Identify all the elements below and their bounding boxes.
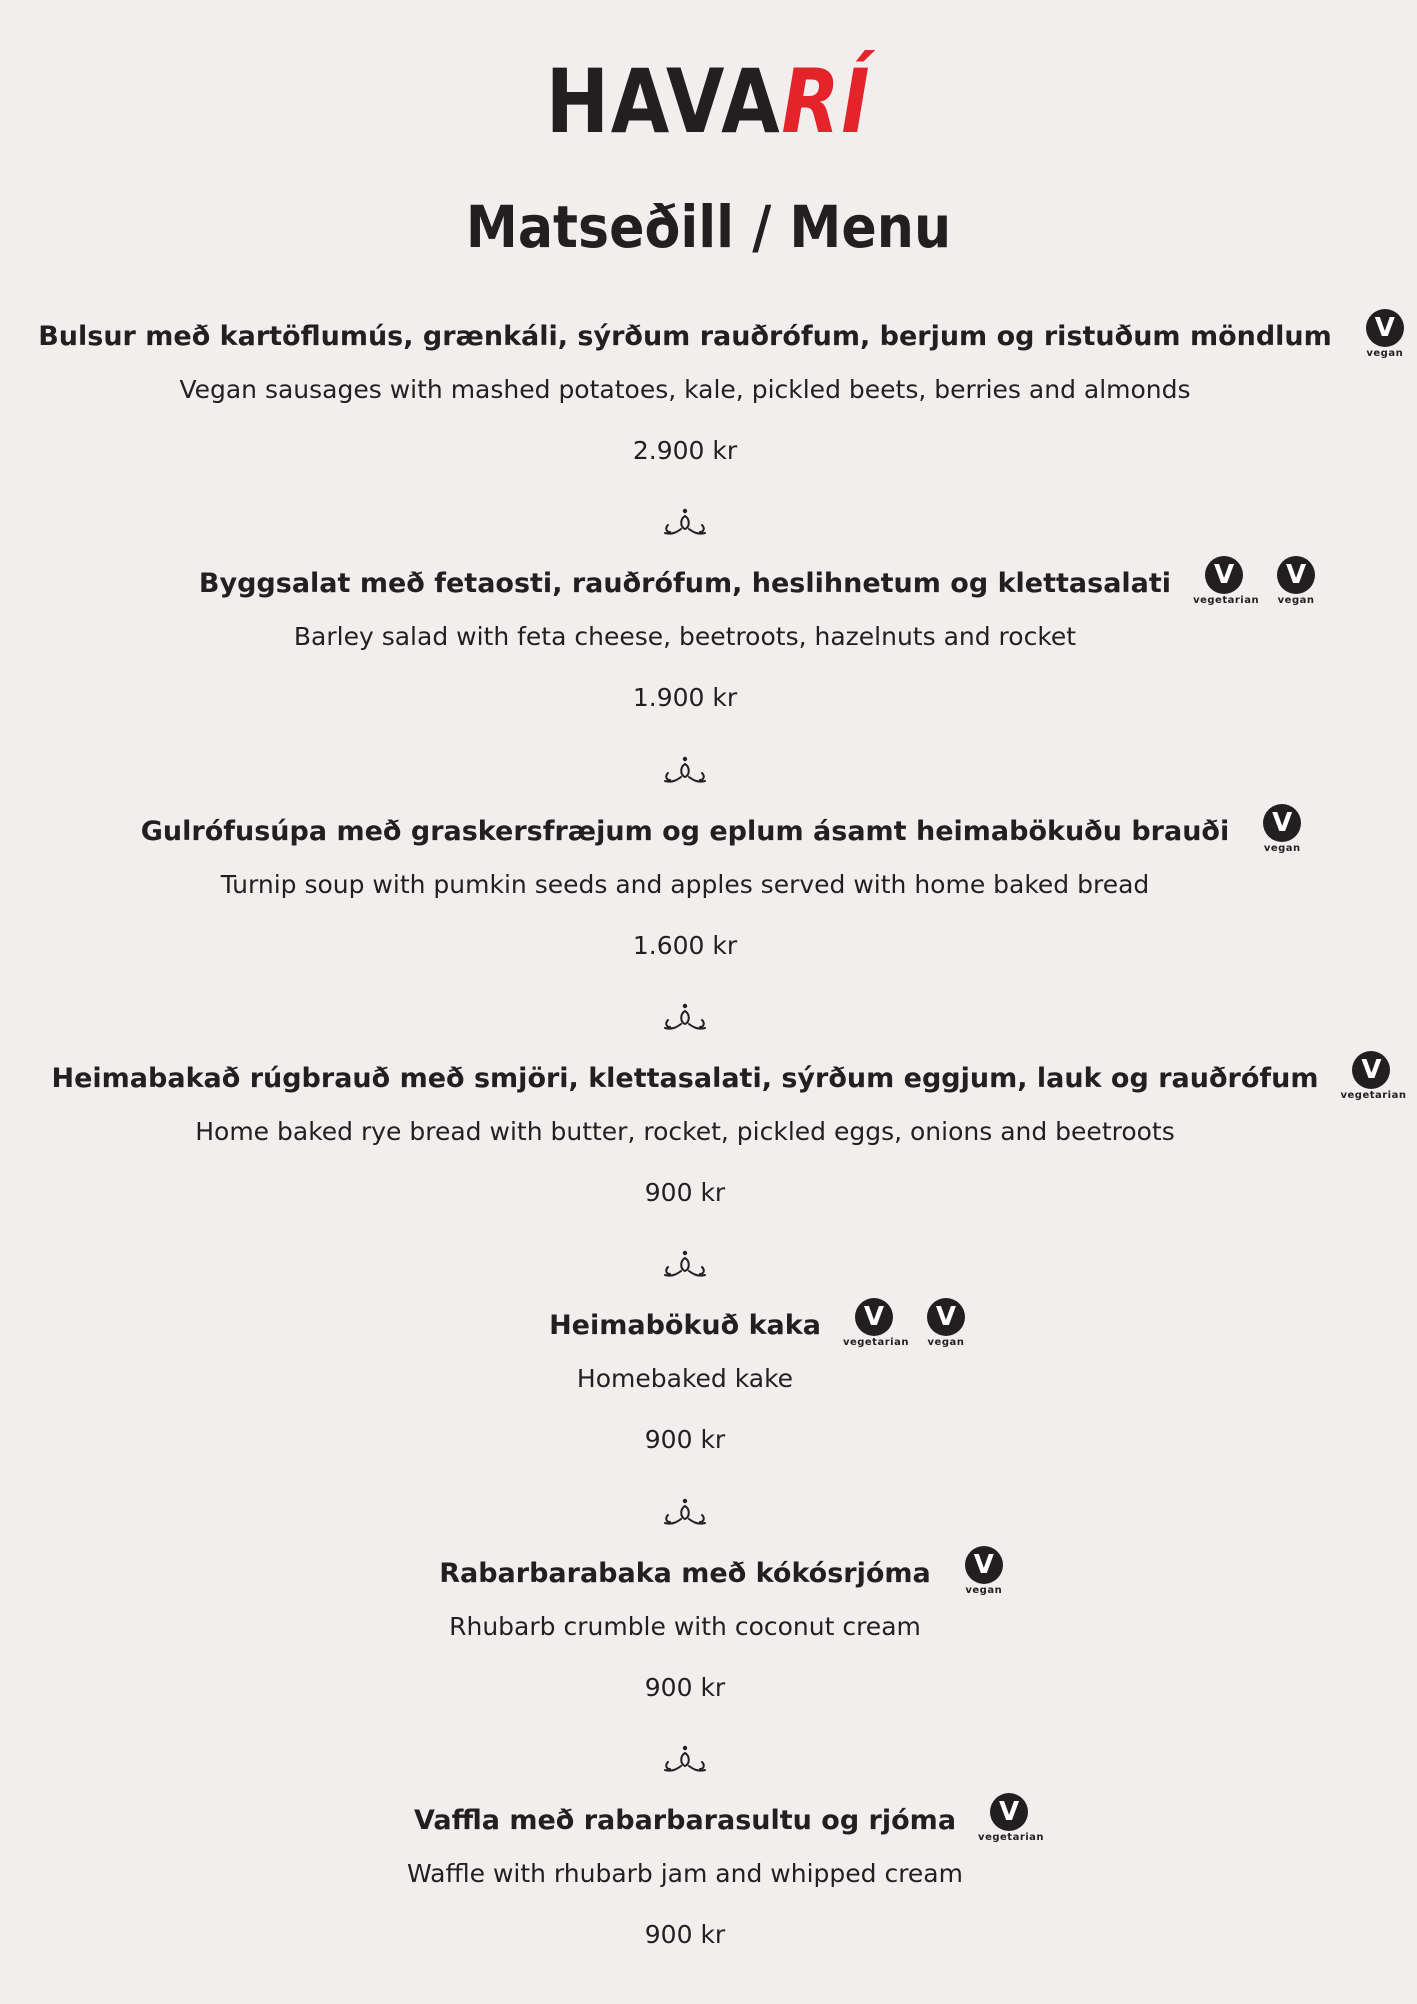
- ornament-divider-icon: [663, 508, 707, 538]
- item-description-en: Home baked rye bread with butter, rocket, pickled eggs, onions and beetroots: [195, 1117, 1175, 1146]
- badge-caption: vegan: [927, 1337, 965, 1348]
- menu-item: [0, 1304, 1370, 1455]
- v-icon: V: [1352, 1051, 1390, 1089]
- v-icon: V: [990, 1793, 1028, 1831]
- menu-heading: Matseðill / Menu: [465, 193, 952, 261]
- badge-caption: vegan: [1366, 348, 1404, 359]
- item-description-en: Barley salad with feta cheese, beetroots, hazelnuts and rocket: [293, 622, 1077, 651]
- v-icon: V: [855, 1298, 893, 1336]
- item-price: 1.600 kr: [632, 931, 738, 960]
- ornament-divider-icon: [663, 1003, 707, 1033]
- menu-item: [0, 313, 1404, 466]
- vegan-badge: [953, 1546, 1015, 1598]
- item-title-is: Byggsalat með fetaosti, rauðrófum, heslihnetum og klettasalati: [198, 568, 1172, 599]
- badge-caption: vegan: [1263, 843, 1301, 854]
- item-title-is: Heimabökuð kaka: [549, 1310, 821, 1341]
- item-description-en: Waffle with rhubarb jam and whipped cream: [407, 1859, 963, 1888]
- vegetarian-badge: [1340, 1051, 1407, 1103]
- ornament-divider-icon: [663, 1498, 707, 1528]
- vegan-badge: [1354, 309, 1416, 361]
- menu-item: [0, 1055, 1407, 1208]
- vegetarian-badge: [842, 1298, 909, 1350]
- item-title-is: Gulrófusúpa með graskersfræjum og eplum ásamt heimabökuðu brauði: [140, 816, 1230, 847]
- havari-logo: [99, 50, 1318, 153]
- ornament-divider-icon: [663, 1745, 707, 1775]
- badge-caption: vegetarian: [842, 1337, 909, 1348]
- item-description-en: Homebaked kake: [576, 1364, 794, 1393]
- badge-caption: vegetarian: [978, 1832, 1045, 1843]
- item-price: 1.900 kr: [632, 683, 738, 712]
- v-icon: V: [1205, 556, 1243, 594]
- v-icon: V: [927, 1298, 965, 1336]
- badge-caption: vegetarian: [1193, 595, 1260, 606]
- v-icon: V: [1366, 309, 1404, 347]
- item-price: 2.900 kr: [632, 436, 738, 465]
- vegan-badge: [915, 1298, 977, 1350]
- badge-caption: vegetarian: [1340, 1090, 1407, 1101]
- item-title-is: Heimabakað rúgbrauð með smjöri, klettasalati, sýrðum eggjum, lauk og rauðrófum: [51, 1063, 1319, 1094]
- v-icon: V: [1277, 556, 1315, 594]
- menu-item: [0, 1552, 1370, 1703]
- item-price: 900 kr: [644, 1178, 726, 1207]
- v-icon: V: [965, 1546, 1003, 1584]
- item-price: 900 kr: [644, 1425, 726, 1454]
- vegetarian-badge: [978, 1793, 1045, 1845]
- vegan-badge: [1265, 556, 1327, 608]
- menu-item: [0, 1799, 1370, 1950]
- menu-item: [0, 562, 1370, 713]
- vegetarian-badge: [1193, 556, 1260, 608]
- badge-caption: vegan: [965, 1585, 1003, 1596]
- item-title-is: Vaffla með rabarbarasultu og rjóma: [413, 1805, 957, 1836]
- badge-caption: vegan: [1277, 595, 1315, 606]
- ornament-divider-icon: [663, 1250, 707, 1280]
- menu-item: [0, 810, 1370, 961]
- logo-text-accent: RÍ: [781, 50, 872, 153]
- item-description-en: Vegan sausages with mashed potatoes, kale, pickled beets, berries and almonds: [179, 375, 1191, 404]
- item-title-is: Rabarbarabaka með kókósrjóma: [439, 1558, 931, 1589]
- v-icon: V: [1263, 804, 1301, 842]
- vegan-badge: [1251, 804, 1313, 856]
- item-title-is: Bulsur með kartöflumús, grænkáli, sýrðum rauðrófum, berjum og ristuðum möndlum: [38, 321, 1332, 352]
- item-description-en: Rhubarb crumble with coconut cream: [449, 1612, 921, 1641]
- ornament-divider-icon: [663, 756, 707, 786]
- logo-text-main: HAVA: [545, 50, 782, 153]
- item-price: 900 kr: [644, 1920, 726, 1949]
- item-description-en: Turnip soup with pumkin seeds and apples served with home baked bread: [220, 870, 1150, 899]
- item-price: 900 kr: [644, 1673, 726, 1702]
